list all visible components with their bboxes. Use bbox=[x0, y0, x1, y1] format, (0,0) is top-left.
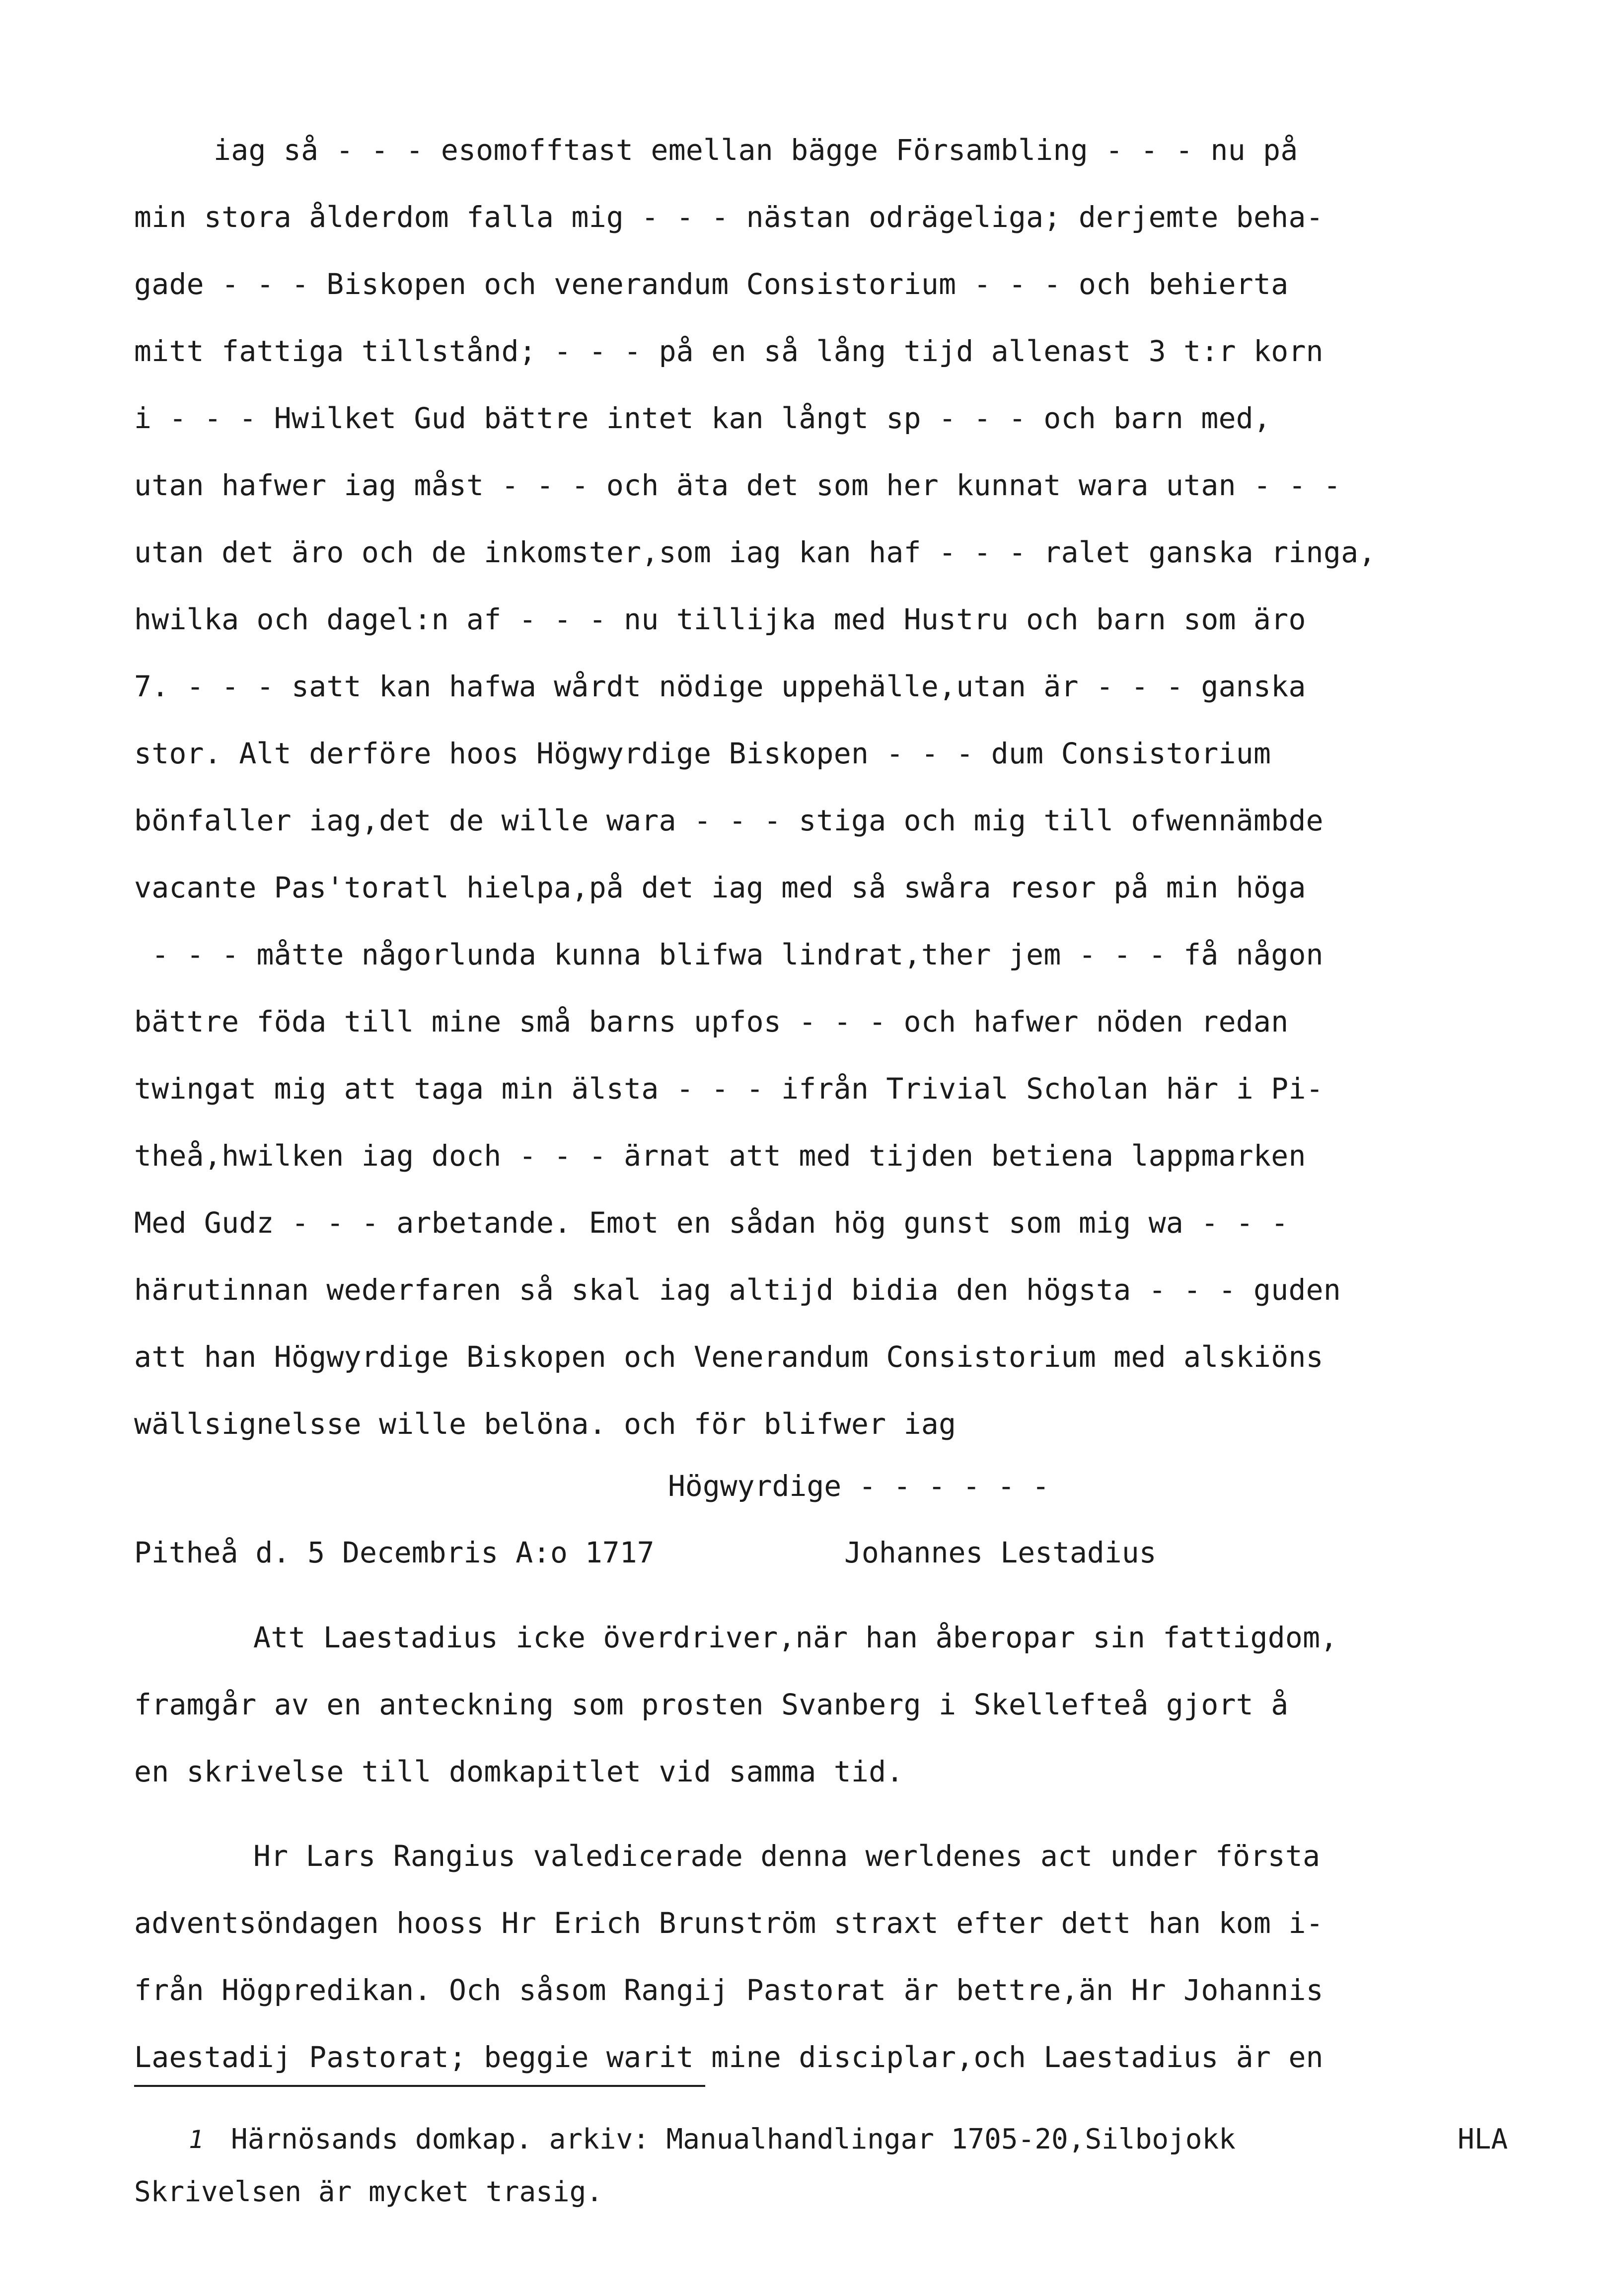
letter-line: utan det äro och de inkomster,som iag kan haf - - - ralet ganska ringa, bbox=[134, 535, 1376, 569]
letter-line: härutinnan wederfaren så skal iag altijd bidia den högsta - - - guden bbox=[134, 1273, 1341, 1307]
letter-line: 7. - - - satt kan hafwa wårdt nödige uppehälle,utan är - - - ganska bbox=[134, 669, 1306, 703]
footnote-line: Skrivelsen är mycket trasig. bbox=[134, 2176, 603, 2208]
commentary-line: en skrivelse till domkapitlet vid samma tid. bbox=[134, 1755, 904, 1788]
commentary-line: adventsöndagen hooss Hr Erich Brunström straxt efter dett han kom i- bbox=[134, 1906, 1324, 1940]
letter-line: stor. Alt derföre hoos Högwyrdige Biskopen - - - dum Consistorium bbox=[134, 737, 1271, 770]
letter-line: utan hafwer iag måst - - - och äta det som her kunnat wara utan - - - bbox=[134, 468, 1341, 502]
letter-line: bättre föda till mine små barns upfos - - - och hafwer nöden redan bbox=[134, 1005, 1289, 1038]
letter-line: wällsignelsse wille belöna. och för blifwer iag bbox=[134, 1407, 957, 1441]
commentary-line: framgår av en anteckning som prosten Svanberg i Skellefteå gjort å bbox=[134, 1688, 1289, 1721]
commentary-line: Att Laestadius icke överdriver,när han åberopar sin fattigdom, bbox=[253, 1621, 1338, 1654]
signature: Johannes Lestadius bbox=[844, 1536, 1157, 1569]
letter-line: vacante Pas'toratl hielpa,på det iag med så swåra resor på min höga bbox=[134, 871, 1306, 904]
closing-salutation: Högwyrdige - - - - - - bbox=[668, 1469, 1050, 1503]
commentary-line: Hr Lars Rangius valedicerade denna werldenes act under första bbox=[253, 1839, 1321, 1873]
letter-line: min stora ålderdom falla mig - - - nästan odrägeliga; derjemte beha- bbox=[134, 200, 1324, 234]
footnote-line: Härnösands domkap. arkiv: Manualhandlingar 1705-20,Silbojokk bbox=[231, 2123, 1236, 2155]
footnote-archive-code: HLA bbox=[1458, 2123, 1508, 2155]
letter-line: hwilka och dagel:n af - - - nu tillijka med Hustru och barn som äro bbox=[134, 602, 1306, 636]
letter-line: mitt fattiga tillstånd; - - - på en så lång tijd allenast 3 t:r korn bbox=[134, 334, 1324, 368]
letter-line: - - - måtte någorlunda kunna blifwa lindrat,ther jem - - - få någon bbox=[134, 938, 1324, 971]
footnote-rule bbox=[134, 2085, 705, 2087]
letter-line: att han Högwyrdige Biskopen och Venerandum Consistorium med alskiöns bbox=[134, 1340, 1324, 1374]
footnote-marker: 1 bbox=[189, 2125, 204, 2154]
letter-line: i - - - Hwilket Gud bättre intet kan långt sp - - - och barn med, bbox=[134, 401, 1271, 435]
place-date: Pitheå d. 5 Decembris A:o 1717 bbox=[134, 1536, 655, 1569]
commentary-line: från Högpredikan. Och såsom Rangij Pastorat är bettre,än Hr Johannis bbox=[134, 1973, 1324, 2007]
letter-line: twingat mig att taga min älsta - - - ifrån Trivial Scholan här i Pi- bbox=[134, 1072, 1324, 1106]
letter-line: bönfaller iag,det de wille wara - - - stiga och mig till ofwennämbde bbox=[134, 804, 1324, 837]
letter-line: theå,hwilken iag doch - - - ärnat att med tijden betiena lappmarken bbox=[134, 1139, 1306, 1173]
letter-line: iag så - - - esomofftast emellan bägge Försambling - - - nu på bbox=[214, 133, 1298, 167]
letter-line: gade - - - Biskopen och venerandum Consistorium - - - och behierta bbox=[134, 267, 1289, 301]
letter-line: Med Gudz - - - arbetande. Emot en sådan hög gunst som mig wa - - - bbox=[134, 1206, 1289, 1240]
commentary-line: Laestadij Pastorat; beggie warit mine disciplar,och Laestadius är en bbox=[134, 2040, 1324, 2074]
